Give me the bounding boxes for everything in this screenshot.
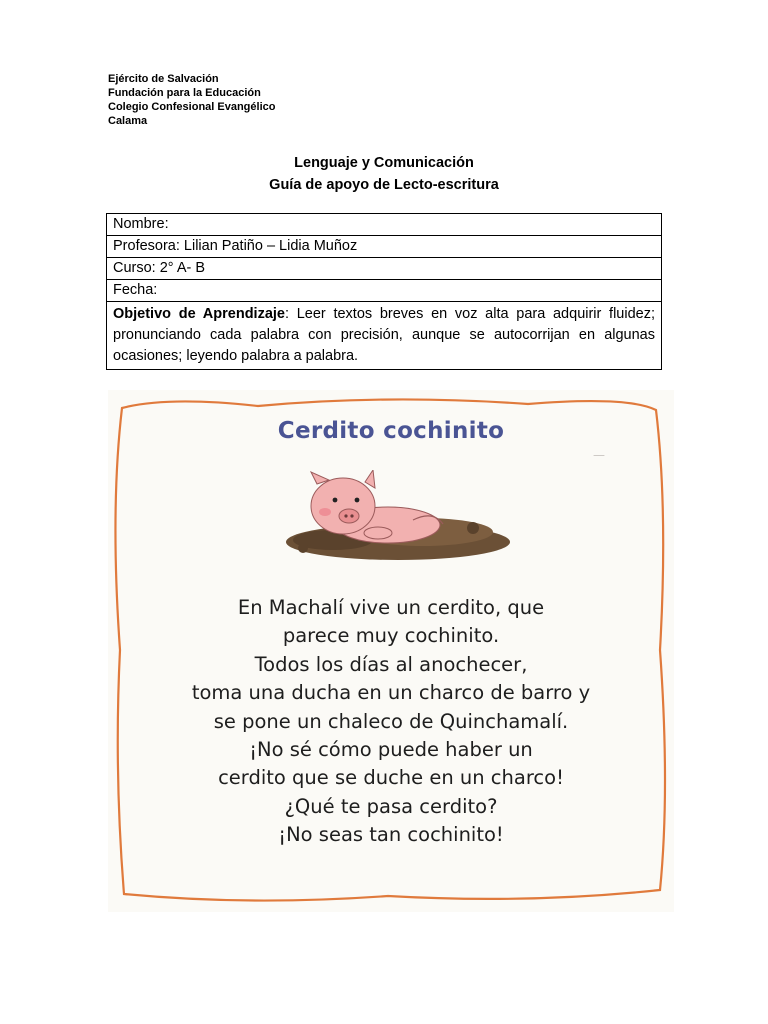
subject-title: Lenguaje y Comunicación (294, 155, 474, 171)
objetivo-field (107, 302, 662, 370)
poem-line: ¡No seas tan cochinito! (278, 823, 504, 847)
objetivo-label: Objetivo de Aprendizaje (113, 306, 285, 322)
poem-line: se pone un chaleco de Quinchamalí. (213, 709, 569, 733)
objetivo-text: : Leer textos breves en voz alta para adquirir fluidez; pronunciando cada palabra con precisión, aunque se autocorrijan en algunas ocasiones; leyendo palabra a palabra. (113, 306, 656, 364)
profesora-field: Profesora: Lilian Patiño – Lidia Muñoz (107, 236, 662, 258)
poem (108, 594, 674, 850)
poem-line: En Machalí vive un cerdito, que (237, 596, 545, 619)
fecha-field: Fecha: (107, 280, 662, 302)
institution-header (108, 72, 275, 128)
poem-line: Todos los días al anochecer, (254, 652, 528, 676)
student-info-table (106, 213, 662, 370)
poem-line: ¿Qué te pasa cerdito? (284, 794, 498, 818)
institution-line: Fundación para la Educación (108, 87, 261, 99)
poem-line: toma una ducha en un charco de barro y (191, 681, 591, 705)
pig-in-mud-illustration (273, 470, 513, 570)
nombre-field: Nombre: (107, 214, 662, 236)
poem-line: cerdito que se duche en un charco! (218, 766, 564, 790)
story-panel: — Cerdito cochinito En Machalí vive un cerdito, que parece muy cochinito. Todos los días al anochecer, toma una ducha en un charco de barro y se pone un chaleco de Quinchamalí. ¡No sé cómo puede haber un cerdito que se duche en un charco! ¿Qué te pasa cerdito? ¡No seas tan cochinito! (108, 390, 674, 912)
institution-line: Colegio Confesional Evangélico (108, 101, 276, 113)
institution-line: Ejército de Salvación (108, 73, 219, 85)
document-titles (0, 152, 768, 196)
poem-line: ¡No sé cómo puede haber un (249, 738, 533, 762)
curso-field: Curso: 2° A- B (107, 258, 662, 280)
institution-line: Calama (108, 115, 148, 127)
story-title: Cerdito cochinito (277, 418, 505, 444)
guide-title: Guía de apoyo de Lecto-escritura (269, 177, 499, 193)
poem-line: parece muy cochinito. (282, 624, 500, 648)
